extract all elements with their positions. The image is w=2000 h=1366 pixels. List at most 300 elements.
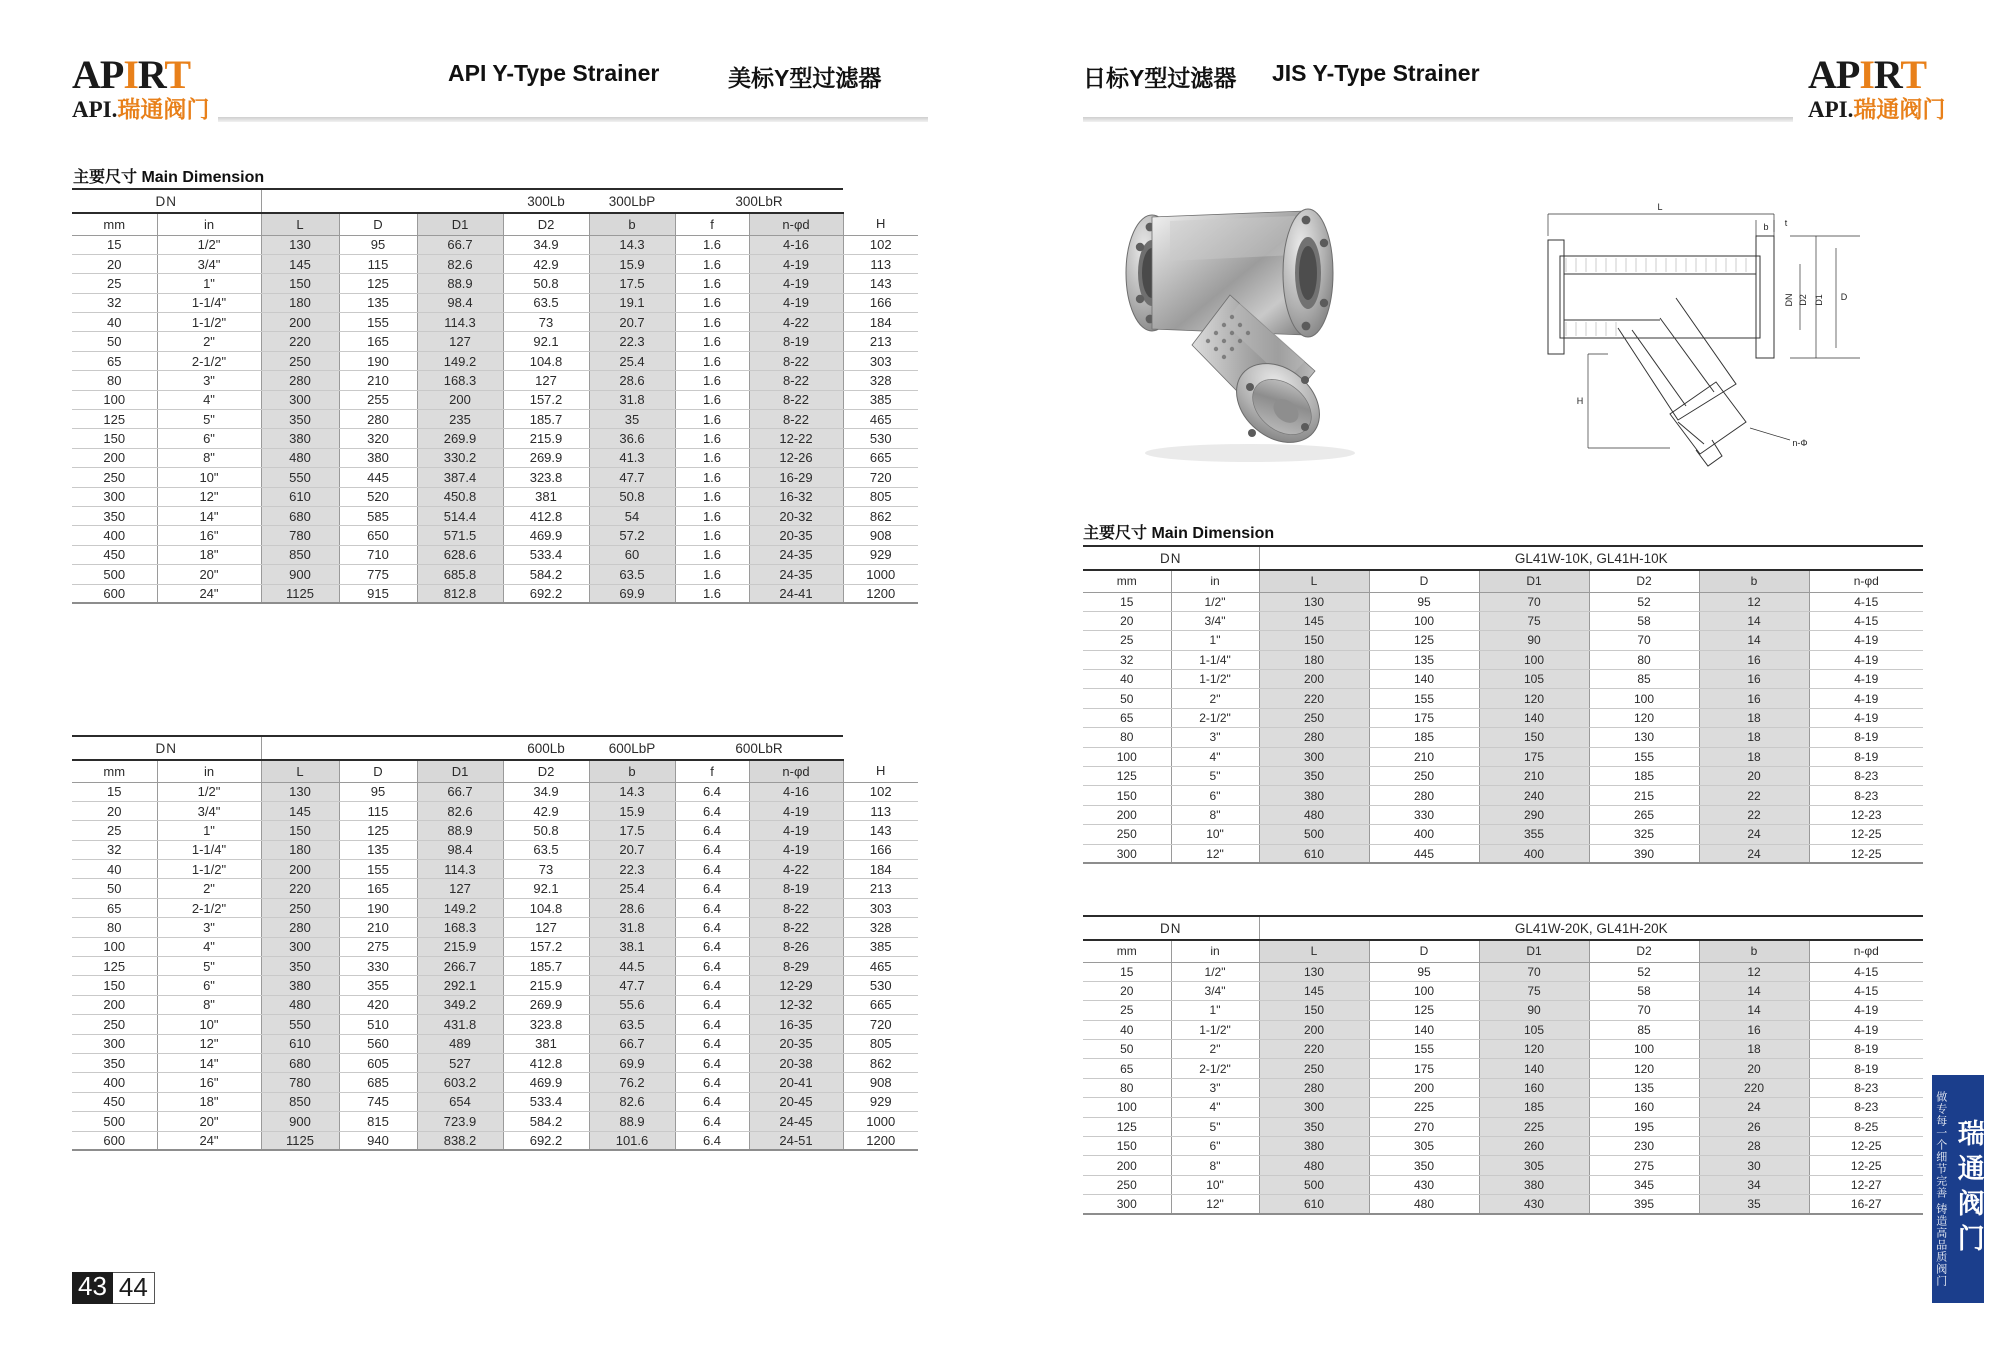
cell-D2: 58 <box>1589 611 1699 630</box>
group-header-class: GL41W-20K, GL41H-20K <box>1259 916 1923 940</box>
cell-D1: 450.8 <box>417 487 503 506</box>
cell-D1: 269.9 <box>417 429 503 448</box>
cell-nd: 16-35 <box>749 1015 843 1034</box>
column-header-D1: D1 <box>1479 940 1589 962</box>
cell-D2: 52 <box>1589 592 1699 611</box>
cell-b: 14.3 <box>589 782 675 801</box>
cell-H: 385 <box>843 937 918 956</box>
column-header-L: L <box>1259 570 1369 592</box>
cell-D: 445 <box>339 468 417 487</box>
cell-D: 330 <box>339 957 417 976</box>
cell-H: 1000 <box>843 565 918 584</box>
cell-D1: 120 <box>1479 1040 1589 1059</box>
cell-D2: 80 <box>1589 650 1699 669</box>
column-header-nd: n-φd <box>749 213 843 235</box>
cell-nd: 4-19 <box>749 293 843 312</box>
cell-in: 2-1/2" <box>157 351 261 370</box>
cell-D: 355 <box>339 976 417 995</box>
logo-left <box>72 52 210 122</box>
cell-in: 1/2" <box>157 235 261 254</box>
cell-b: 69.9 <box>589 584 675 603</box>
cell-nd: 8-19 <box>1809 747 1923 766</box>
cell-D1: 210 <box>1479 767 1589 786</box>
group-header-dn: DN <box>72 736 261 760</box>
dim-label-b: b <box>1763 222 1769 232</box>
cell-L: 250 <box>261 351 339 370</box>
cell-D: 210 <box>339 918 417 937</box>
cell-b: 47.7 <box>589 468 675 487</box>
logo-wordmark-right: APIRT <box>1808 52 1927 97</box>
cell-nd: 12-22 <box>749 429 843 448</box>
cell-mm: 40 <box>72 860 157 879</box>
cell-in: 18" <box>157 545 261 564</box>
cell-D2: 381 <box>503 487 589 506</box>
cell-D1: 266.7 <box>417 957 503 976</box>
cell-D2: 395 <box>1589 1195 1699 1214</box>
table-column-header <box>72 760 918 782</box>
cell-mm: 150 <box>1083 1137 1171 1156</box>
table-row <box>72 584 918 603</box>
cell-D: 225 <box>1369 1098 1479 1117</box>
cell-b: 14 <box>1699 1001 1809 1020</box>
cell-D1: 812.8 <box>417 584 503 603</box>
cell-D2: 92.1 <box>503 879 589 898</box>
cell-in: 6" <box>1171 786 1259 805</box>
side-tab-brand: 瑞通阀门 <box>1953 1119 1984 1259</box>
cell-D2: 584.2 <box>503 1112 589 1131</box>
cell-L: 500 <box>1259 1175 1369 1194</box>
cell-in: 14" <box>157 1053 261 1072</box>
cell-D1: 527 <box>417 1053 503 1072</box>
cell-D2: 70 <box>1589 631 1699 650</box>
cell-f: 1.6 <box>675 487 749 506</box>
cell-L: 550 <box>261 468 339 487</box>
cell-mm: 125 <box>72 410 157 429</box>
cell-mm: 300 <box>1083 1195 1171 1214</box>
cell-mm: 20 <box>72 254 157 273</box>
cell-D: 280 <box>339 410 417 429</box>
cell-L: 220 <box>261 879 339 898</box>
cell-D2: 73 <box>503 860 589 879</box>
left-section-title: 主要尺寸 Main Dimension <box>73 169 265 186</box>
cell-D2: 127 <box>503 371 589 390</box>
column-header-in: in <box>157 760 261 782</box>
cell-nd: 16-29 <box>749 468 843 487</box>
cell-b: 55.6 <box>589 995 675 1014</box>
cell-in: 4" <box>1171 747 1259 766</box>
cell-mm: 250 <box>72 1015 157 1034</box>
cell-in: 1" <box>157 821 261 840</box>
table-row <box>72 565 918 584</box>
column-header-D: D <box>1369 940 1479 962</box>
cell-nd: 8-23 <box>1809 1098 1923 1117</box>
cell-D1: 260 <box>1479 1137 1589 1156</box>
cell-D: 710 <box>339 545 417 564</box>
cell-mm: 100 <box>72 937 157 956</box>
cell-D2: 85 <box>1589 670 1699 689</box>
cell-in: 3/4" <box>157 801 261 820</box>
table-row <box>72 976 918 995</box>
cell-f: 6.4 <box>675 995 749 1014</box>
table-row <box>72 1034 918 1053</box>
cell-D: 280 <box>1369 786 1479 805</box>
table-column-header <box>1083 570 1923 592</box>
table-row <box>1083 631 1923 650</box>
group-header-class: 600Lb <box>503 736 589 760</box>
cell-mm: 65 <box>1083 1059 1171 1078</box>
cell-D: 100 <box>1369 611 1479 630</box>
cell-L: 350 <box>1259 767 1369 786</box>
cell-in: 10" <box>157 468 261 487</box>
cell-L: 480 <box>1259 1156 1369 1175</box>
cell-f: 1.6 <box>675 235 749 254</box>
cell-D1: 82.6 <box>417 801 503 820</box>
cell-L: 500 <box>1259 825 1369 844</box>
technical-drawing <box>1500 178 1920 478</box>
cell-in: 1-1/4" <box>157 840 261 859</box>
table-row <box>1083 981 1923 1000</box>
cell-b: 25.4 <box>589 879 675 898</box>
cell-in: 1" <box>1171 1001 1259 1020</box>
cell-mm: 100 <box>72 390 157 409</box>
cell-mm: 15 <box>1083 962 1171 981</box>
cell-nd: 8-23 <box>1809 1078 1923 1097</box>
cell-f: 1.6 <box>675 410 749 429</box>
cell-b: 22 <box>1699 786 1809 805</box>
cell-b: 25.4 <box>589 351 675 370</box>
cell-b: 18 <box>1699 708 1809 727</box>
cell-mm: 25 <box>1083 631 1171 650</box>
group-header-spacer <box>261 189 503 213</box>
cell-mm: 600 <box>72 584 157 603</box>
cell-in: 12" <box>157 1034 261 1053</box>
side-tab-slogan: 做专每一个细节完善 铸造高品质阀门 <box>1934 1090 1947 1288</box>
logo-sub-api-right: API. <box>1808 97 1854 122</box>
cell-mm: 32 <box>72 293 157 312</box>
cell-D2: 185.7 <box>503 957 589 976</box>
cell-mm: 300 <box>1083 844 1171 863</box>
cell-D: 140 <box>1369 1020 1479 1039</box>
cell-in: 1" <box>1171 631 1259 650</box>
cell-f: 6.4 <box>675 918 749 937</box>
cell-D2: 469.9 <box>503 526 589 545</box>
cell-D: 940 <box>339 1131 417 1150</box>
dim-label-D: D <box>1840 292 1848 302</box>
cell-in: 16" <box>157 526 261 545</box>
cell-mm: 65 <box>1083 708 1171 727</box>
cell-D1: 723.9 <box>417 1112 503 1131</box>
table-row <box>1083 1175 1923 1194</box>
cell-b: 24 <box>1699 1098 1809 1117</box>
cell-mm: 400 <box>72 526 157 545</box>
cell-L: 550 <box>261 1015 339 1034</box>
cell-f: 6.4 <box>675 976 749 995</box>
cell-D1: 290 <box>1479 805 1589 824</box>
cell-b: 14 <box>1699 981 1809 1000</box>
cell-nd: 16-32 <box>749 487 843 506</box>
cell-nd: 20-32 <box>749 506 843 525</box>
cell-D: 605 <box>339 1053 417 1072</box>
cell-D2: 381 <box>503 1034 589 1053</box>
cell-b: 31.8 <box>589 918 675 937</box>
cell-D2: 269.9 <box>503 995 589 1014</box>
cell-H: 1200 <box>843 1131 918 1150</box>
cell-H: 303 <box>843 898 918 917</box>
cell-f: 1.6 <box>675 254 749 273</box>
cell-L: 200 <box>261 860 339 879</box>
cell-D: 135 <box>1369 650 1479 669</box>
cell-f: 6.4 <box>675 840 749 859</box>
cell-D1: 149.2 <box>417 351 503 370</box>
cell-D: 430 <box>1369 1175 1479 1194</box>
cell-D2: 58 <box>1589 981 1699 1000</box>
cell-D1: 400 <box>1479 844 1589 863</box>
cell-D2: 104.8 <box>503 351 589 370</box>
cell-L: 380 <box>261 976 339 995</box>
cell-mm: 15 <box>72 782 157 801</box>
table-row <box>72 351 918 370</box>
cell-D2: 34.9 <box>503 782 589 801</box>
group-header-class: 300Lb <box>503 189 589 213</box>
cell-f: 1.6 <box>675 506 749 525</box>
table-row <box>1083 786 1923 805</box>
cell-b: 19.1 <box>589 293 675 312</box>
cell-nd: 8-19 <box>1809 1059 1923 1078</box>
cell-L: 200 <box>1259 670 1369 689</box>
table-row <box>1083 592 1923 611</box>
cell-D2: 120 <box>1589 1059 1699 1078</box>
cell-D1: 654 <box>417 1092 503 1111</box>
cell-mm: 150 <box>1083 786 1171 805</box>
cell-b: 18 <box>1699 1040 1809 1059</box>
cell-D: 95 <box>339 782 417 801</box>
column-header-L: L <box>261 760 339 782</box>
cell-D: 175 <box>1369 708 1479 727</box>
column-header-D: D <box>339 760 417 782</box>
cell-D1: 168.3 <box>417 918 503 937</box>
cell-in: 5" <box>1171 767 1259 786</box>
product-photo <box>1100 175 1440 475</box>
cell-nd: 4-15 <box>1809 981 1923 1000</box>
cell-D1: 82.6 <box>417 254 503 273</box>
cell-nd: 20-45 <box>749 1092 843 1111</box>
cell-D2: 42.9 <box>503 801 589 820</box>
cell-D1: 349.2 <box>417 995 503 1014</box>
cell-D1: 66.7 <box>417 235 503 254</box>
table-row <box>1083 805 1923 824</box>
cell-in: 20" <box>157 1112 261 1131</box>
cell-L: 280 <box>1259 728 1369 747</box>
cell-mm: 15 <box>1083 592 1171 611</box>
cell-D: 250 <box>1369 767 1479 786</box>
cell-f: 1.6 <box>675 545 749 564</box>
cell-H: 143 <box>843 821 918 840</box>
cell-f: 6.4 <box>675 879 749 898</box>
group-header-dn: DN <box>1083 916 1259 940</box>
cell-b: 26 <box>1699 1117 1809 1136</box>
column-header-mm: mm <box>72 213 157 235</box>
cell-H: 113 <box>843 801 918 820</box>
cell-D2: 157.2 <box>503 390 589 409</box>
cell-nd: 8-19 <box>749 879 843 898</box>
column-header-b: b <box>589 760 675 782</box>
cell-L: 180 <box>261 293 339 312</box>
cell-nd: 4-19 <box>749 801 843 820</box>
cell-b: 17.5 <box>589 274 675 293</box>
cell-D2: 50.8 <box>503 821 589 840</box>
cell-nd: 4-16 <box>749 235 843 254</box>
group-header-class: 600LbR <box>675 736 843 760</box>
cell-D2: 265 <box>1589 805 1699 824</box>
cell-L: 250 <box>1259 1059 1369 1078</box>
cell-D1: 355 <box>1479 825 1589 844</box>
cell-L: 300 <box>1259 747 1369 766</box>
column-header-mm: mm <box>1083 570 1171 592</box>
table-row <box>1083 844 1923 863</box>
table-row <box>1083 767 1923 786</box>
table-600lb <box>72 735 918 1151</box>
cell-b: 44.5 <box>589 957 675 976</box>
cell-nd: 12-27 <box>1809 1175 1923 1194</box>
column-header-mm: mm <box>72 760 157 782</box>
cell-in: 16" <box>157 1073 261 1092</box>
cell-b: 30 <box>1699 1156 1809 1175</box>
cell-L: 150 <box>261 274 339 293</box>
cell-in: 8" <box>1171 805 1259 824</box>
table-row <box>72 468 918 487</box>
cell-f: 1.6 <box>675 293 749 312</box>
cell-mm: 50 <box>1083 689 1171 708</box>
cell-b: 15.9 <box>589 254 675 273</box>
cell-b: 20 <box>1699 767 1809 786</box>
column-header-L: L <box>1259 940 1369 962</box>
cell-D1: 75 <box>1479 611 1589 630</box>
group-header-class: 600LbP <box>589 736 675 760</box>
cell-b: 38.1 <box>589 937 675 956</box>
cell-nd: 8-22 <box>749 371 843 390</box>
table-jis-10k <box>1083 545 1923 864</box>
cell-D2: 135 <box>1589 1078 1699 1097</box>
cell-nd: 8-25 <box>1809 1117 1923 1136</box>
cell-L: 300 <box>261 937 339 956</box>
cell-in: 12" <box>1171 1195 1259 1214</box>
group-header-dn: DN <box>72 189 261 213</box>
table-row <box>1083 611 1923 630</box>
cell-nd: 8-22 <box>749 918 843 937</box>
cell-L: 480 <box>261 448 339 467</box>
cell-D: 685 <box>339 1073 417 1092</box>
cell-nd: 20-38 <box>749 1053 843 1072</box>
column-header-D1: D1 <box>1479 570 1589 592</box>
column-header-H: H <box>843 213 918 235</box>
cell-D2: 52 <box>1589 962 1699 981</box>
cell-mm: 25 <box>72 821 157 840</box>
cell-mm: 350 <box>72 1053 157 1072</box>
cell-f: 6.4 <box>675 898 749 917</box>
cell-b: 12 <box>1699 962 1809 981</box>
cell-L: 380 <box>1259 786 1369 805</box>
table-row <box>72 1053 918 1072</box>
cell-D2: 412.8 <box>503 1053 589 1072</box>
cell-D1: 838.2 <box>417 1131 503 1150</box>
cell-mm: 350 <box>72 506 157 525</box>
cell-D: 320 <box>339 429 417 448</box>
cell-D2: 412.8 <box>503 506 589 525</box>
cell-D2: 120 <box>1589 708 1699 727</box>
cell-D1: 88.9 <box>417 821 503 840</box>
table-row <box>72 526 918 545</box>
table-row <box>72 1073 918 1092</box>
cell-mm: 600 <box>72 1131 157 1150</box>
cell-D: 125 <box>1369 1001 1479 1020</box>
table-row <box>1083 650 1923 669</box>
cell-L: 850 <box>261 545 339 564</box>
table-row <box>1083 1078 1923 1097</box>
left-header-rule <box>218 117 928 122</box>
cell-L: 280 <box>261 918 339 937</box>
cell-mm: 80 <box>1083 728 1171 747</box>
cell-nd: 4-19 <box>1809 708 1923 727</box>
cell-L: 145 <box>1259 611 1369 630</box>
cell-L: 200 <box>1259 1020 1369 1039</box>
cell-b: 60 <box>589 545 675 564</box>
cell-mm: 40 <box>1083 1020 1171 1039</box>
cell-D1: 149.2 <box>417 898 503 917</box>
table-row <box>72 898 918 917</box>
cell-D: 275 <box>339 937 417 956</box>
cell-D1: 200 <box>417 390 503 409</box>
cell-D1: 114.3 <box>417 860 503 879</box>
table-row <box>72 293 918 312</box>
cell-D2: 533.4 <box>503 1092 589 1111</box>
table-row <box>72 274 918 293</box>
cell-in: 2-1/2" <box>1171 1059 1259 1078</box>
cell-L: 610 <box>1259 1195 1369 1214</box>
logo-subtext-right <box>1808 98 1945 121</box>
cell-D: 420 <box>339 995 417 1014</box>
cell-mm: 300 <box>72 1034 157 1053</box>
cell-nd: 12-29 <box>749 976 843 995</box>
table-column-header <box>1083 940 1923 962</box>
cell-D1: 603.2 <box>417 1073 503 1092</box>
cell-mm: 50 <box>1083 1040 1171 1059</box>
cell-nd: 8-26 <box>749 937 843 956</box>
table-group-header <box>1083 916 1923 940</box>
cell-mm: 50 <box>72 332 157 351</box>
cell-D: 775 <box>339 565 417 584</box>
cell-D: 115 <box>339 254 417 273</box>
cell-in: 2" <box>1171 1040 1259 1059</box>
cell-b: 20 <box>1699 1059 1809 1078</box>
cell-mm: 20 <box>1083 611 1171 630</box>
cell-L: 780 <box>261 1073 339 1092</box>
cell-in: 1/2" <box>1171 962 1259 981</box>
cell-b: 28 <box>1699 1137 1809 1156</box>
cell-D2: 34.9 <box>503 235 589 254</box>
dim-label-D1: D1 <box>1814 294 1824 306</box>
cell-D2: 323.8 <box>503 1015 589 1034</box>
cell-L: 380 <box>1259 1137 1369 1156</box>
cell-D: 915 <box>339 584 417 603</box>
cell-nd: 12-25 <box>1809 825 1923 844</box>
column-header-b: b <box>1699 570 1809 592</box>
cell-in: 20" <box>157 565 261 584</box>
cell-D: 330 <box>1369 805 1479 824</box>
cell-D2: 215.9 <box>503 429 589 448</box>
cell-H: 929 <box>843 545 918 564</box>
cell-in: 10" <box>1171 825 1259 844</box>
cell-L: 220 <box>261 332 339 351</box>
